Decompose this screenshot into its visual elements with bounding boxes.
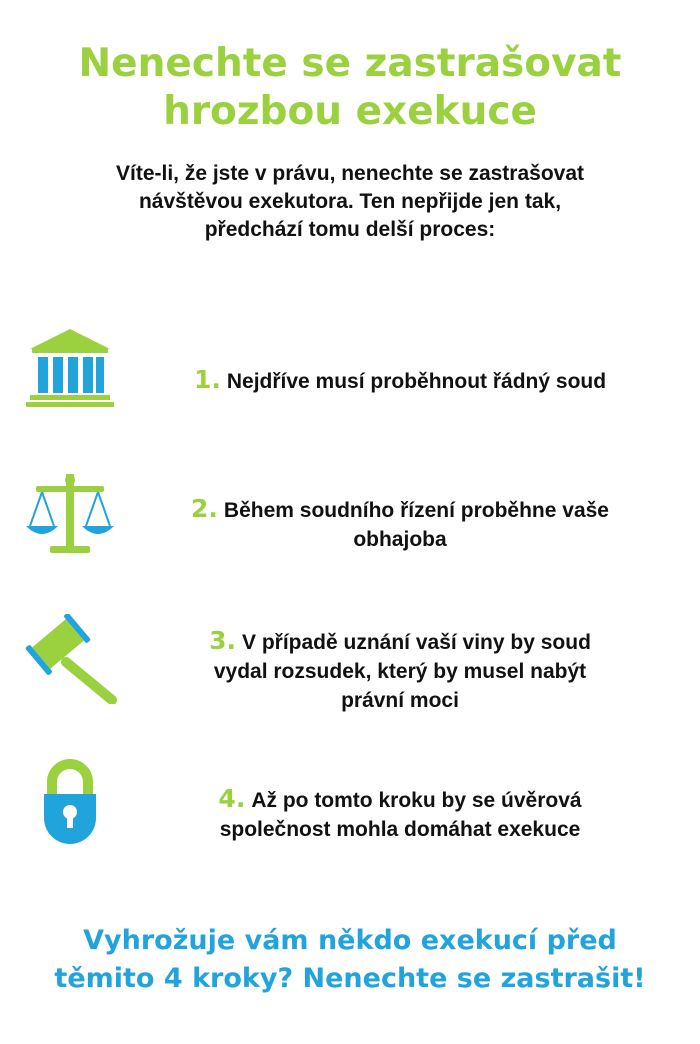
step-4-text [140,784,660,844]
step-2-line-2: obhajoba [353,528,447,551]
step-1-text [140,365,660,396]
call-to-action [0,922,700,998]
step-number: 2. [191,494,218,523]
step-number: 1. [193,365,221,394]
gavel-icon [22,614,118,704]
step-1-line-1: Nejdříve musí proběhnout řádný soud [226,370,607,393]
cta-line-1: Vyhrožuje vám někdo exekucí před [83,925,617,956]
step-3-text [140,626,660,715]
intro-text [0,160,700,244]
step-number: 4. [218,784,246,813]
scales-icon [22,470,118,560]
step-2-text [140,494,660,554]
intro-line-1: Víte-li, že jste v právu, nenechte se zastrašovat [115,162,585,185]
step-4-line-1: Až po tomto kroku by se úvěrová [251,789,582,812]
title-line-1: Nenechte se zastrašovat [78,41,622,86]
step-number: 3. [209,626,236,655]
padlock-icon [22,756,118,846]
step-3-line-3: právní moci [341,689,459,712]
title-line-2: hrozbou exekuce [163,89,537,134]
intro-line-3: předchází tomu delší proces: [204,218,496,241]
step-2-line-1: Během soudního řízení proběhne vaše [223,499,609,522]
cta-line-2: těmito 4 kroky? Nenechte se zastrašit! [54,963,646,994]
intro-line-2: návštěvou exekutora. Ten nepřijde jen tak, [138,190,562,213]
step-3-line-1: V případě uznání vaší viny by soud [241,631,591,654]
courthouse-icon [22,325,118,415]
step-4-line-2: společnost mohla domáhat exekuce [219,818,581,841]
step-3-line-2: vydal rozsudek, který by musel nabýt [213,660,587,683]
page-title [0,40,700,136]
